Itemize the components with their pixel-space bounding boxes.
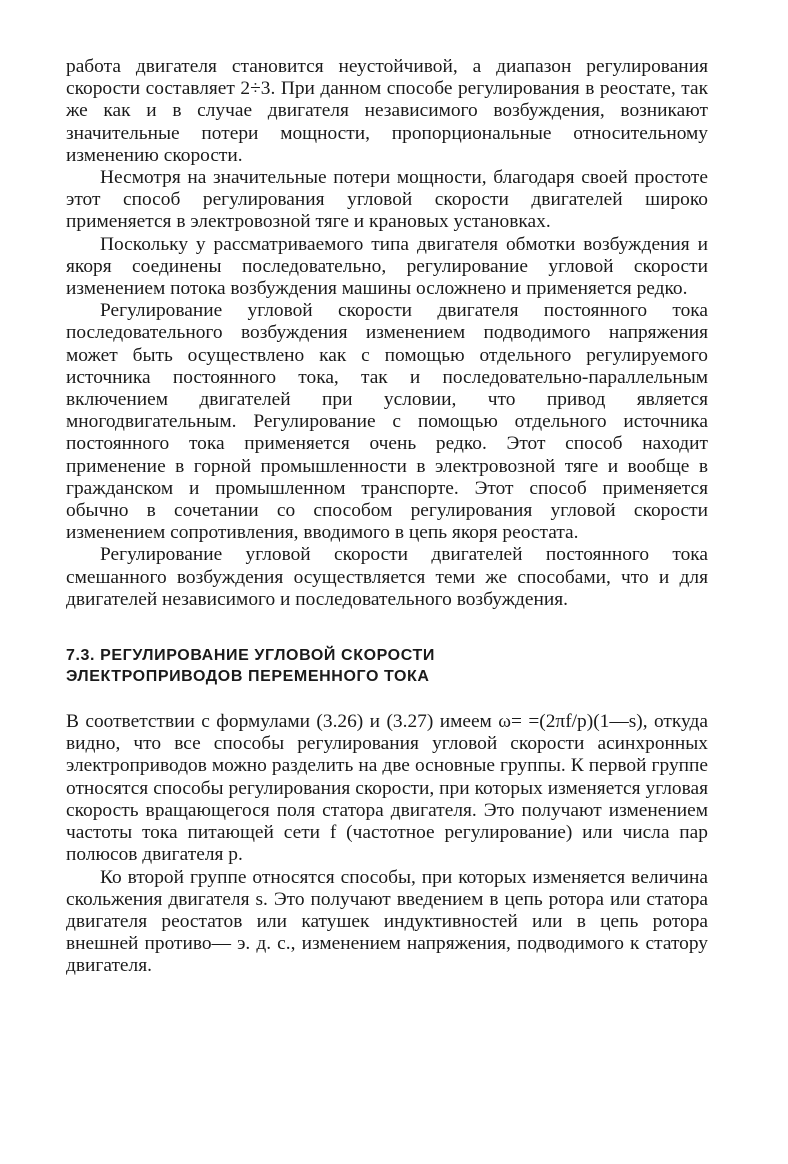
paragraph-continued: работа двигателя становится неустойчивой, а диапазон регулирования скорости составляет 2÷3. При данном способе регулирования в реостате, так же как и в случае двигателя независимого возбуждения, возникают значительные потери мощности, пропорциональные относительному изменению скорости. — [66, 56, 708, 166]
paragraph-formula-groups: В соответствии с формулами (3.26) и (3.27) имеем ω= =(2πf/p)(1—s), откуда видно, что все способы регулирования угловой скорости асинхронных электроприводов можно разделить на две основные группы. К первой группе относятся способы регулирования скорости, при которых изменяется угловая скорость вращающегося поля статора двигателя. Это получают изменением частоты тока питающей сети f (частотное регулирование) или числа пар полюсов двигателя p. — [66, 711, 708, 866]
section-heading — [66, 645, 708, 687]
section-heading-line-1: 7.3. РЕГУЛИРОВАНИЕ УГЛОВОЙ СКОРОСТИ — [66, 647, 435, 665]
paragraphs-before-section — [66, 56, 708, 611]
book-page — [66, 56, 708, 978]
paragraph-field-weakening: Поскольку у рассматриваемого типа двигателя обмотки возбуждения и якоря соединены последовательно, регулирование угловой скорости изменением потока возбуждения машины осложнено и применяется редко. — [66, 233, 708, 300]
paragraph-voltage-regulation: Регулирование угловой скорости двигателя постоянного тока последовательного возбуждения изменением подводимого напряжения может быть осуществлено как с помощью отдельного регулируемого источника постоянного тока, так и последовательно-параллельным включением двигателей при условии, что привод является многодвигательным. Регулирование с помощью отдельного источника постоянного тока применяется очень редко. Этот способ находит применение в горной промышленности в электровозной тяге и вообще в гражданском и промышленном транспорте. Этот способ применяется обычно в сочетании со способом регулирования угловой скорости изменением сопротивления, вводимого в цепь якоря реостата. — [66, 300, 708, 544]
paragraph-compound-excitation: Регулирование угловой скорости двигателей постоянного тока смешанного возбуждения осуществляется теми же способами, что и для двигателей независимого и последовательного возбуждения. — [66, 544, 708, 610]
paragraphs-after-section — [66, 711, 708, 977]
section-heading-line-2: ЭЛЕКТРОПРИВОДОВ ПЕРЕМЕННОГО ТОКА — [66, 668, 430, 686]
paragraph-second-group: Ко второй группе относятся способы, при которых изменяется величина скольжения двигателя s. Это получают введением в цепь ротора или статора двигателя реостатов или катушек индуктивностей или в цепь ротора внешней противо— э. д. с., изменением напряжения, подводимого к статору двигателя. — [66, 866, 708, 977]
paragraph-power-losses: Несмотря на значительные потери мощности, благодаря своей простоте этот способ регулирования угловой скорости двигателей широко применяется в электровозной тяге и крановых установках. — [66, 167, 708, 233]
